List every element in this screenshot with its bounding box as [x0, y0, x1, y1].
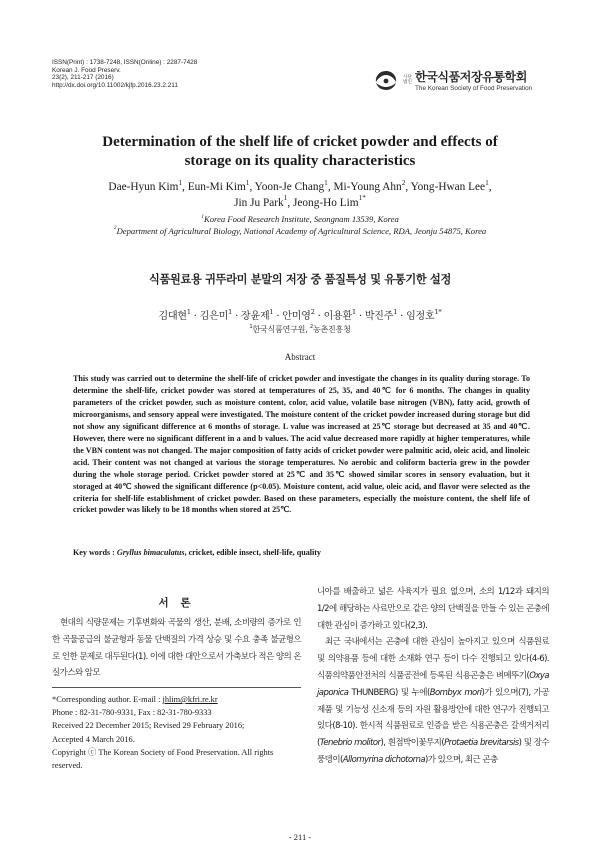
affiliation-2: $^2$Department of Agricultural Biology, National Academy of Agricultural Science, RDA, Jeonju 54875, Korea: [113, 225, 487, 236]
corresponding-author: *Corresponding author. E-mail : jhlim@kfri.re.kr: [52, 695, 218, 704]
keywords: Key words : Gryllus bimaculatus, cricket, edible insect, shelf-life, quality: [73, 548, 321, 557]
author-en: Jeong-Ho Lim$^{1*}$: [293, 193, 366, 209]
abstract-heading: Abstract: [284, 352, 316, 362]
society-name-ko: 한국식품저장유통학회: [415, 70, 527, 84]
author-list-en: Dae-Hyun Kim$^1$, Eun-Mi Kim$^1$, Yoon-Je Chang$^1$, Mi-Young Ahn$^2$, Yong-Hwan Lee$^1$, Jin Ju Park$^1$, Jeong-Ho Lim$^{1*}$: [108, 177, 492, 209]
author-en: Jin Ju Park$^1$: [234, 193, 288, 209]
body-paragraph: 최근 국내에서는 곤충에 대한 관심이 높아지고 있으며 식품원료 및 의약용품 등에 대한 소재화 연구 등이 다수 진행되고 있다(4-6). 식품의약품안전처의 식품공전에 등록된 식용곤충은 벼메뚜기(Oxya japonica THUNBERG) 및 누에(Bombyx mori)가 있으며(7), 가공제품 및 기능성 신소재 등의 자원 활용방안에 대한 연구가 진행되고 있다(8-10). 한시적 식품원료로 인증을 받은 식용곤충은 갈색거저리(Tenebrio molitor), 흰점박이꽃무지(Protaetia brevitarsis) 및 장수풍뎅이(Allomyrina dichotoma)가 있으며, 최근 곤충: [317, 637, 550, 765]
author-ko: 박진주$^1$: [364, 308, 398, 322]
author-en: Dae-Hyun Kim$^1$: [108, 177, 183, 193]
author-en: Yong-Hwan Lee$^1$: [410, 177, 489, 193]
author-ko: 안미영$^2$: [282, 308, 315, 322]
society-emblem-icon: [373, 69, 399, 91]
footnote-divider: [52, 687, 301, 688]
society-prefix: 사단법인: [403, 74, 412, 85]
journal-abbrev: Korean J. Food Preserv.: [52, 66, 121, 74]
body-paragraph: 니아를 배출하고 넓은 사육지가 필요 없으며, 소의 1/12과 돼지의 1/2에 해당하는 사료만으로 같은 양의 단백질을 만들 수 있는 곤충에 대한 관심이 증가하고 있다(2,3).: [317, 587, 549, 631]
author-ko: 임정호$^{1*}$: [406, 308, 442, 322]
author-en: Eun-Mi Kim$^1$: [187, 177, 250, 193]
affiliations-ko: $^1$한국식품연구원, $^2$농촌진흥청: [249, 323, 351, 334]
journal-meta: [52, 59, 292, 90]
received-dates: Received 22 December 2015; Revised 29 February 2016;: [52, 721, 245, 731]
issn-line: ISSN(Print) : 1738-7248, ISSN(Online) : 2287-7428: [52, 59, 198, 66]
copyright-notice: Copyright ⓒ The Korean Society of Food Preservation. All rights reserved.: [52, 747, 274, 771]
abstract-text: This study was carried out to determine the shelf-life of cricket powder and investigate the changes in its quality during storage. To determine the shelf-life, cricket powder was stored at temperatures of 25, 35, and 40℃ for 6 months. The changes in quality parameters of the cricket powder, such as moisture content, color, acid value, volatile base nitrogen (VBN), fatty acid, growth of microorganisms, and sensory appeal were investigated. The moisture content of the cricket powder increased during storage but did not show any significant difference at 6 months of storage. L value was increased at 25℃ storage but decreased at 35 and 40℃. However, there were no significant different in a and b values. The acid value decreased more rapidly at higher temperatures, while the VBN content was not changed. The major composition of fatty acids of cricket powder were palmitic acid, oleic acid, and linoleic acid. Their content was not changed at various the storage temperatures. No aerobic and coliform bacteria grew in the powder during the whole storage period. Cricket powder stored at 25℃ and 35℃ showed similar scores in sensory evaluation, but it storaged at 40℃ showed the significant difference (p<0.05). Moisture content, acid value, oleic acid, and flavor were selected as the criteria for shelf-life establishment of cricket powder. Based on these parameters, especially the moisture content, the shelf life of cricket powder was likely to be 18 months when stored at 25℃.: [73, 374, 530, 515]
author-ko: 김대현$^1$: [158, 308, 191, 322]
phone-fax: Phone : 82-31-780-9331, Fax : 82-31-780-9333: [52, 708, 212, 718]
author-en: Yoon-Je Chang$^1$: [254, 177, 328, 193]
footnote: [52, 693, 301, 772]
society-logo: [373, 68, 532, 92]
doi-link[interactable]: http://dx.doi.org/10.11002/kjfp.2016.23.2.211: [52, 82, 178, 90]
society-name-en: The Korean Society of Food Preservation: [415, 85, 533, 92]
article-title-en: Determination of the shelf life of cricket powder and effects of storage on its quality characteristics: [102, 134, 498, 169]
page-number: - 211 -: [288, 832, 312, 842]
author-ko: 이용환$^1$: [323, 308, 356, 322]
body-column-right: [317, 584, 549, 769]
volume-line: 23(2), 211-217 (2016): [52, 74, 114, 82]
article-title-ko: 식품원료용 귀뚜라미 분말의 저장 중 품질특성 및 유통기한 설정: [149, 273, 451, 286]
affiliations-en: [30, 214, 570, 237]
accepted-date: Accepted 4 March 2016.: [52, 734, 135, 744]
section-heading-introduction: 서 론: [158, 597, 195, 609]
author-ko: 장윤제$^1$: [241, 308, 274, 322]
body-column-left: 현대의 식량문제는 기후변화와 곡물의 생산, 분배, 소비량의 증가로 인한 곡물공급의 불균형과 동물 단백질의 가격 상승 및 수요 충족 불균형으로 인한 문제로 대두된다(1). 이에 대한 대안으로서 가축보다 적은 양의 온실가스와 암모: [52, 618, 301, 679]
author-ko: 김은미$^1$: [199, 308, 233, 322]
email-link[interactable]: jhlim@kfri.re.kr: [162, 695, 218, 704]
affiliation-1: $^1$Korea Food Research Institute, Seongnam 13539, Korea: [201, 213, 399, 224]
author-en: Mi-Young Ahn$^2$: [333, 177, 406, 193]
author-list-ko: 김대현$^1$ · 김은미$^1$ · 장윤제$^1$ · 안미영$^2$ · 이용환$^1$ · 박진주$^1$ · 임정호$^{1*}$: [158, 308, 442, 322]
